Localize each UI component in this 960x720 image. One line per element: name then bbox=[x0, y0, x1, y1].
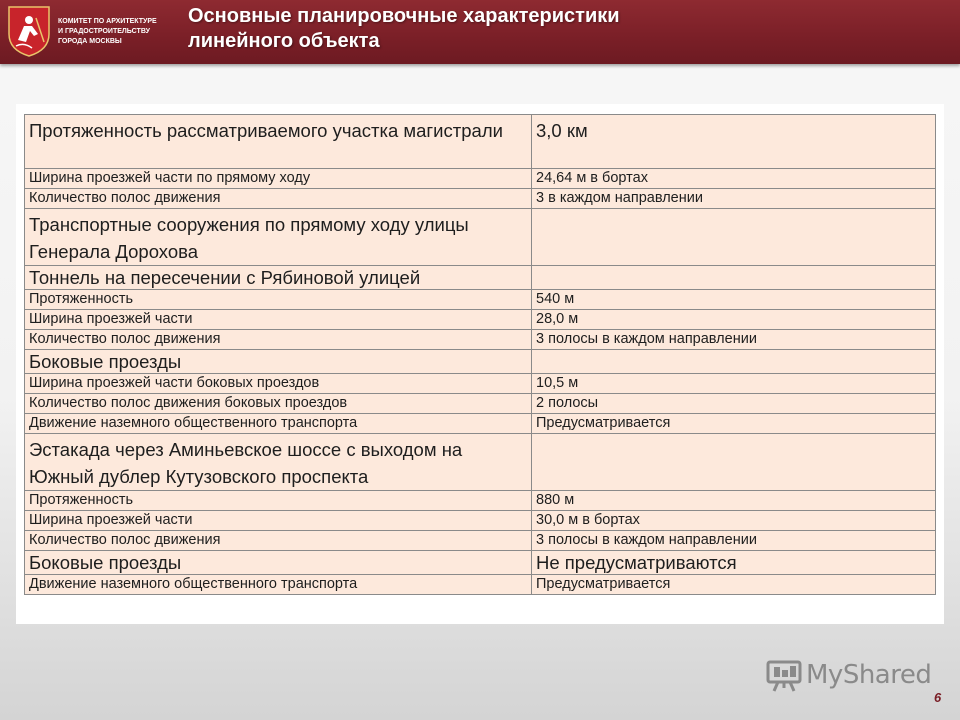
header-bar bbox=[0, 0, 960, 64]
row-value: 880 м bbox=[532, 491, 936, 511]
row-value: Предусматривается bbox=[532, 575, 936, 595]
row-value: 3,0 км bbox=[532, 115, 936, 169]
table-row bbox=[25, 434, 936, 491]
page-number: 6 bbox=[934, 690, 942, 705]
table-row bbox=[25, 209, 936, 266]
table-row bbox=[25, 290, 936, 310]
table-row bbox=[25, 531, 936, 551]
row-label: Ширина проезжей части боковых проездов bbox=[25, 374, 532, 394]
table-row bbox=[25, 575, 936, 595]
row-label: Ширина проезжей части по прямому ходу bbox=[25, 169, 532, 189]
row-label: Эстакада через Аминьевское шоссе с выходом на Южный дублер Кутузовского проспекта bbox=[25, 434, 532, 491]
table-row bbox=[25, 374, 936, 394]
row-value: 3 в каждом направлении bbox=[532, 189, 936, 209]
row-value bbox=[532, 350, 936, 374]
table-row bbox=[25, 330, 936, 350]
table-row bbox=[25, 189, 936, 209]
row-label: Количество полос движения боковых проездов bbox=[25, 394, 532, 414]
table-row bbox=[25, 414, 936, 434]
table-row bbox=[25, 169, 936, 189]
table-row bbox=[25, 266, 936, 290]
row-value bbox=[532, 266, 936, 290]
row-label: Тоннель на пересечении с Рябиновой улицей bbox=[25, 266, 532, 290]
page-title: Основные планировочные характеристики линейного объекта bbox=[188, 5, 620, 52]
row-value: Предусматривается bbox=[532, 414, 936, 434]
characteristics-panel bbox=[16, 104, 944, 624]
moscow-coat-of-arms-icon bbox=[6, 4, 52, 58]
row-label: Количество полос движения bbox=[25, 189, 532, 209]
row-label: Движение наземного общественного транспорта bbox=[25, 414, 532, 434]
organization-name: КОМИТЕТ ПО АРХИТЕКТУРЕ И ГРАДОСТРОИТЕЛЬСТВУ ГОРОДА МОСКВЫ bbox=[58, 18, 157, 45]
table-row bbox=[25, 511, 936, 531]
row-value: 3 полосы в каждом направлении bbox=[532, 531, 936, 551]
row-value: 30,0 м в бортах bbox=[532, 511, 936, 531]
row-value: 3 полосы в каждом направлении bbox=[532, 330, 936, 350]
row-label: Протяженность рассматриваемого участка магистрали bbox=[25, 115, 532, 169]
row-value: 540 м bbox=[532, 290, 936, 310]
row-value: 10,5 м bbox=[532, 374, 936, 394]
myshared-logo-text: MyShared bbox=[806, 660, 932, 690]
table-row bbox=[25, 491, 936, 511]
row-value: Не предусматриваются bbox=[532, 551, 936, 575]
row-value: 2 полосы bbox=[532, 394, 936, 414]
table-row bbox=[25, 310, 936, 330]
row-value bbox=[532, 209, 936, 266]
myshared-logo bbox=[766, 656, 932, 694]
row-value: 28,0 м bbox=[532, 310, 936, 330]
row-label: Боковые проезды bbox=[25, 350, 532, 374]
table-row bbox=[25, 350, 936, 374]
row-label: Движение наземного общественного транспорта bbox=[25, 575, 532, 595]
characteristics-table bbox=[24, 114, 936, 595]
table-row bbox=[25, 551, 936, 575]
row-value bbox=[532, 434, 936, 491]
row-label: Ширина проезжей части bbox=[25, 310, 532, 330]
row-label: Протяженность bbox=[25, 290, 532, 310]
row-label: Количество полос движения bbox=[25, 531, 532, 551]
row-label: Ширина проезжей части bbox=[25, 511, 532, 531]
row-value: 24,64 м в бортах bbox=[532, 169, 936, 189]
row-label: Количество полос движения bbox=[25, 330, 532, 350]
myshared-logo-icon bbox=[766, 658, 802, 692]
row-label: Боковые проезды bbox=[25, 551, 532, 575]
table-row bbox=[25, 115, 936, 169]
table-row bbox=[25, 394, 936, 414]
row-label: Протяженность bbox=[25, 491, 532, 511]
row-label: Транспортные сооружения по прямому ходу улицы Генерала Дорохова bbox=[25, 209, 532, 266]
